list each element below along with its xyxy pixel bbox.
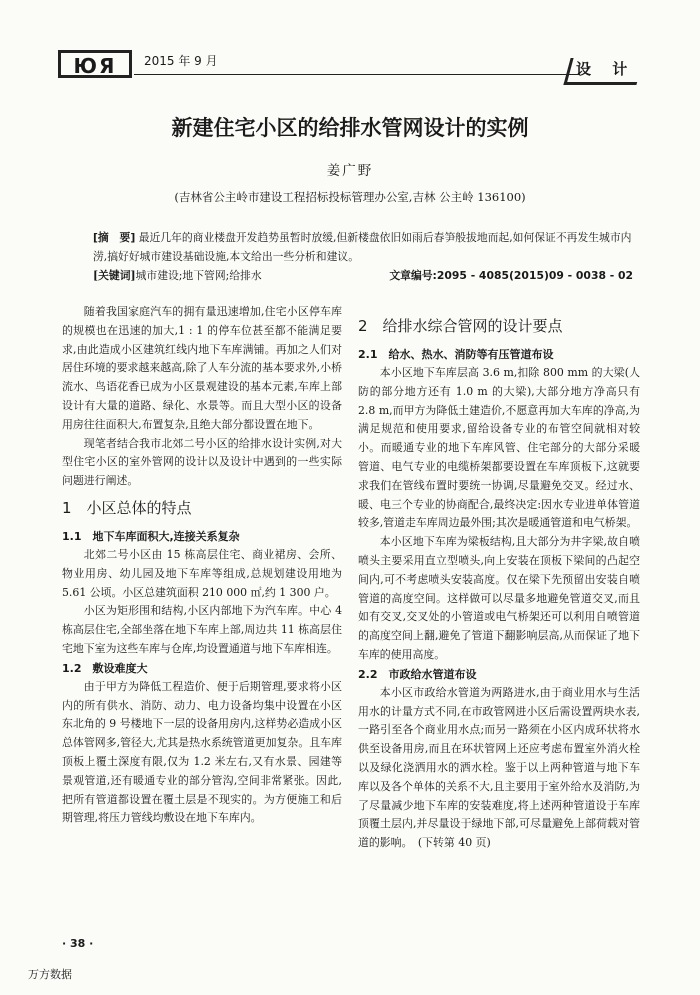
abstract-text: 最近几年的商业楼盘开发趋势虽暂时放缓,但新楼盘依旧如雨后春笋般拔地而起,如何保证不再发生城市内涝,搞好好城市建设基础设施,本文给出一些分析和建议。 [93, 231, 632, 263]
paragraph: 由于甲方为降低工程造价、便于后期管理,要求将小区内的所有供水、消防、动力、电力设备均集中设置在小区东北角的 9 号楼地下一层的设备用房内,这样势必造成小区总体管网多,管径大,尤其是热水系统管道更加复杂。且车库顶板上覆土深度有限,仅为 1.2 米左右,又有水景、园建等景观管道,还有暖通专业的部分管沟,空间非常紧张。因此,把所有管道都设置在覆土层是不现实的。为方便施工和后期管理,将压力管线均敷设在地下车库内。 [62, 679, 342, 825]
author-affiliation: (吉林省公主岭市建设工程招标投标管理办公室,吉林 公主岭 136100) [174, 190, 526, 204]
paragraph: 随着我国家庭汽车的拥有量迅速增加,住宅小区停车库的规模也在迅速的加大,1 : 1 的停车位甚至都不能满足要求,由此造成小区建筑红线内地下车库满铺。再加之人们对居住环境的要求越来越高,除了人车分流的基本要求外,小桥流水、鸟语花香已成为小区景观建设的基本元素,车库上部设计有大量的道路、绿化、水景等。而且大型小区的设备用房往往面积大,布置复杂,且绝大部分都设置在地下。 [62, 305, 342, 431]
article-author: 姜广野 [326, 163, 374, 179]
subsection-heading: 1.1 地下车库面积大,连接关系复杂 [62, 529, 240, 543]
journal-logo: ЮЯ [58, 50, 132, 78]
paragraph: 本小区地下车库为梁板结构,且大部分为井字梁,故自喷喷头主要采用直立型喷头,向上安装在顶板下梁间的凸起空间内,可不考虑喷头安装高度。仅在梁下先预留出安装自喷管道的高度空间。这样做可以尽量多地避免管道交叉,而且如有交叉,交叉处的小管道或电气桥架还可以利用自喷管道的高度空间上翻,避免了管道下翻影响层高,从而保证了地下车库的使用高度。 [358, 535, 640, 661]
section-label: 设 计 [576, 60, 636, 78]
paragraph: 小区为矩形围和结构,小区内部地下为汽车库。中心 4 栋高层住宅,全部坐落在地下车库上部,周边共 11 栋高层住宅地下室为这些车库与仓库,均设置通道与地下车库相连。 [62, 604, 342, 655]
section-heading: 1 小区总体的特点 [62, 498, 192, 517]
keywords-text: 城市建设;地下管网;给排水 [135, 269, 262, 282]
subsection-heading: 2.1 给水、热水、消防等有压管道布设 [358, 348, 554, 361]
page-number: · 38 · [62, 937, 94, 950]
abstract-label: [摘 要] [93, 231, 136, 244]
issue-date: 2015 年 9 月 [144, 54, 218, 68]
page-header [58, 50, 640, 90]
left-column [62, 303, 342, 828]
header-rule [134, 74, 580, 75]
paragraph: 现笔者结合我市北郊二号小区的给排水设计实例,对大型住宅小区的室外管网的设计以及设计中遇到的一些实际问题进行阐述。 [62, 436, 342, 488]
keywords-row [93, 268, 633, 283]
article-title: 新建住宅小区的给排水管网设计的实例 [171, 116, 529, 140]
paragraph: 本小区市政给水管道为两路进水,由于商业用水与生活用水的计量方式不同,在市政管网进小区后需设置两块水表,一路引至各个商业用水点;而另一路须在小区内成环状将水供至设备用房,而且在环状管网上还应考虑布置室外消火栓以及绿化浇洒用水的洒水栓。鉴于以上两种管道与地下车库以及各个单体的关系不大,且主要用于室外给水及消防,为了尽量减少地下车库的安装难度,将上述两种管道设于车库顶覆土层内,并尽量设于绿地下部,可尽量避免上部荷载对管道的影响。 (下转第 40 页) [358, 685, 640, 850]
keywords-label: [关键词] [93, 269, 136, 282]
section-tab [563, 58, 643, 85]
source-watermark: 万方数据 [28, 968, 72, 981]
subsection-heading: 1.2 敷设难度大 [62, 661, 148, 675]
article-number: 文章编号:2095 - 4085(2015)09 - 0038 - 02 [389, 269, 633, 282]
subsection-heading: 2.2 市政给水管道布设 [358, 667, 477, 681]
abstract [93, 228, 633, 266]
section-heading: 2 给排水综合管网的设计要点 [358, 317, 563, 335]
right-column [358, 315, 640, 853]
paragraph: 本小区地下车库层高 3.6 m,扣除 800 mm 的大梁(人防的部分地方还有 1.0 m 的大梁),大部分地方净高只有 2.8 m,而甲方为降低土建造价,不愿意再加大车库的净高,为满足规范和使用要求,留给设备专业的布管空间就相对较小。而暖通专业的地下车库风管、住宅部分的大部分采暖管道、电气专业的电缆桥架都要设置在车库顶板下,这就要求我们在管线布置时要统一协调,尽量避免交叉。经过水、暖、电三个专业的协商配合,最终决定:因水专业进单体管道较多,管道走车库周边最外围;其次是暖通管道和电气桥架。 [358, 366, 640, 530]
paragraph: 北郊二号小区由 15 栋高层住宅、商业裙房、会所、物业用房、幼儿园及地下车库等组成,总规划建设用地为 5.61 公顷。小区总建筑面积 210 000 ㎡,约 1 300 户。 [62, 547, 342, 599]
